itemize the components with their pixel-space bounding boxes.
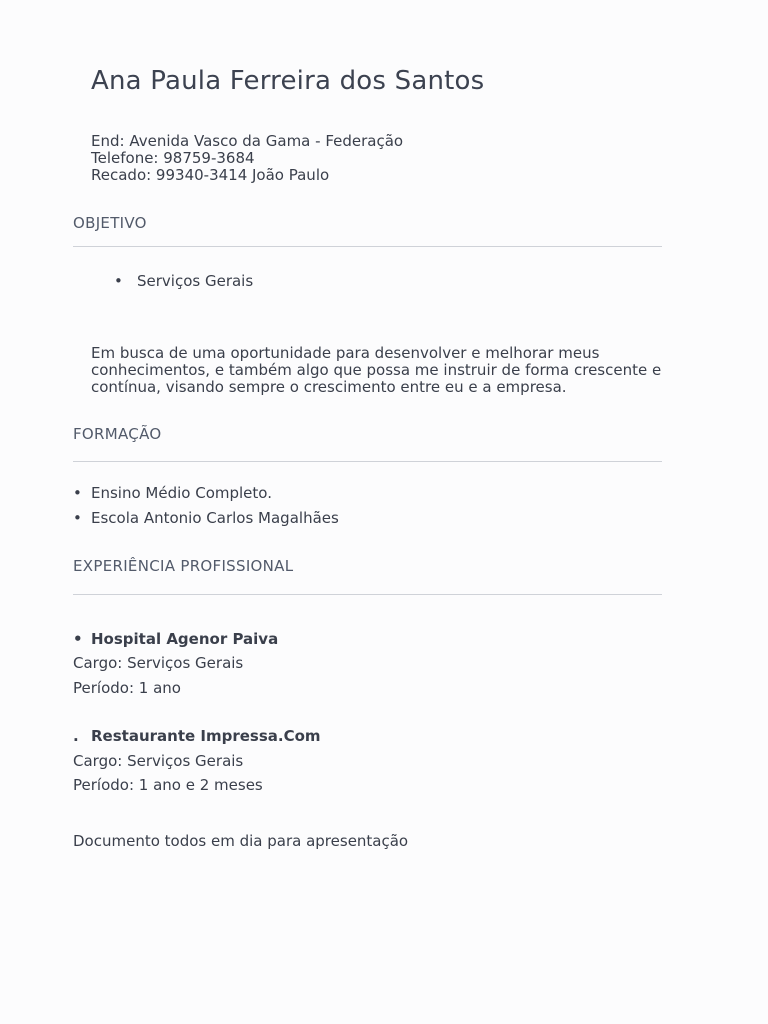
education-heading: FORMAÇÃO <box>73 425 162 443</box>
bullet-icon: • <box>114 272 123 290</box>
job-period: Período: 1 ano e 2 meses <box>73 776 263 794</box>
company-name: Hospital Agenor Paiva <box>91 630 279 648</box>
objective-heading: OBJETIVO <box>73 214 147 232</box>
bullet-icon: . <box>73 727 79 745</box>
footer-note: Documento todos em dia para apresentação <box>73 832 409 850</box>
job-company <box>73 630 278 648</box>
list-item <box>73 484 272 502</box>
paragraph-line: Em busca de uma oportunidade para desenvolver e melhorar meus <box>91 344 600 362</box>
objective-paragraph <box>91 345 691 396</box>
experience-heading: EXPERIÊNCIA PROFISSIONAL <box>73 557 294 575</box>
education-divider <box>73 461 662 462</box>
message-line: Recado: 99340-3414 João Paulo <box>91 166 330 184</box>
objective-divider <box>73 246 662 247</box>
paragraph-line: contínua, visando sempre o crescimento entre eu e a empresa. <box>91 378 567 396</box>
job-period: Período: 1 ano <box>73 679 181 697</box>
company-name: Restaurante Impressa.Com <box>91 727 321 745</box>
job-role: Cargo: Serviços Gerais <box>73 752 244 770</box>
bullet-icon: • <box>73 630 83 648</box>
contact-block <box>91 133 403 184</box>
job-role: Cargo: Serviços Gerais <box>73 654 244 672</box>
phone-line: Telefone: 98759-3684 <box>91 149 255 167</box>
list-item <box>114 272 253 290</box>
address-line: End: Avenida Vasco da Gama - Federação <box>91 132 404 150</box>
job-company <box>73 727 321 745</box>
bullet-icon: • <box>73 509 82 527</box>
list-item <box>73 509 339 527</box>
candidate-name: Ana Paula Ferreira dos Santos <box>91 66 485 96</box>
experience-divider <box>73 594 662 595</box>
education-item: Escola Antonio Carlos Magalhães <box>91 509 339 527</box>
paragraph-line: conhecimentos, e também algo que possa me instruir de forma crescente e <box>91 361 662 379</box>
objective-item: Serviços Gerais <box>137 272 254 290</box>
bullet-icon: • <box>73 484 82 502</box>
education-item: Ensino Médio Completo. <box>91 484 272 502</box>
